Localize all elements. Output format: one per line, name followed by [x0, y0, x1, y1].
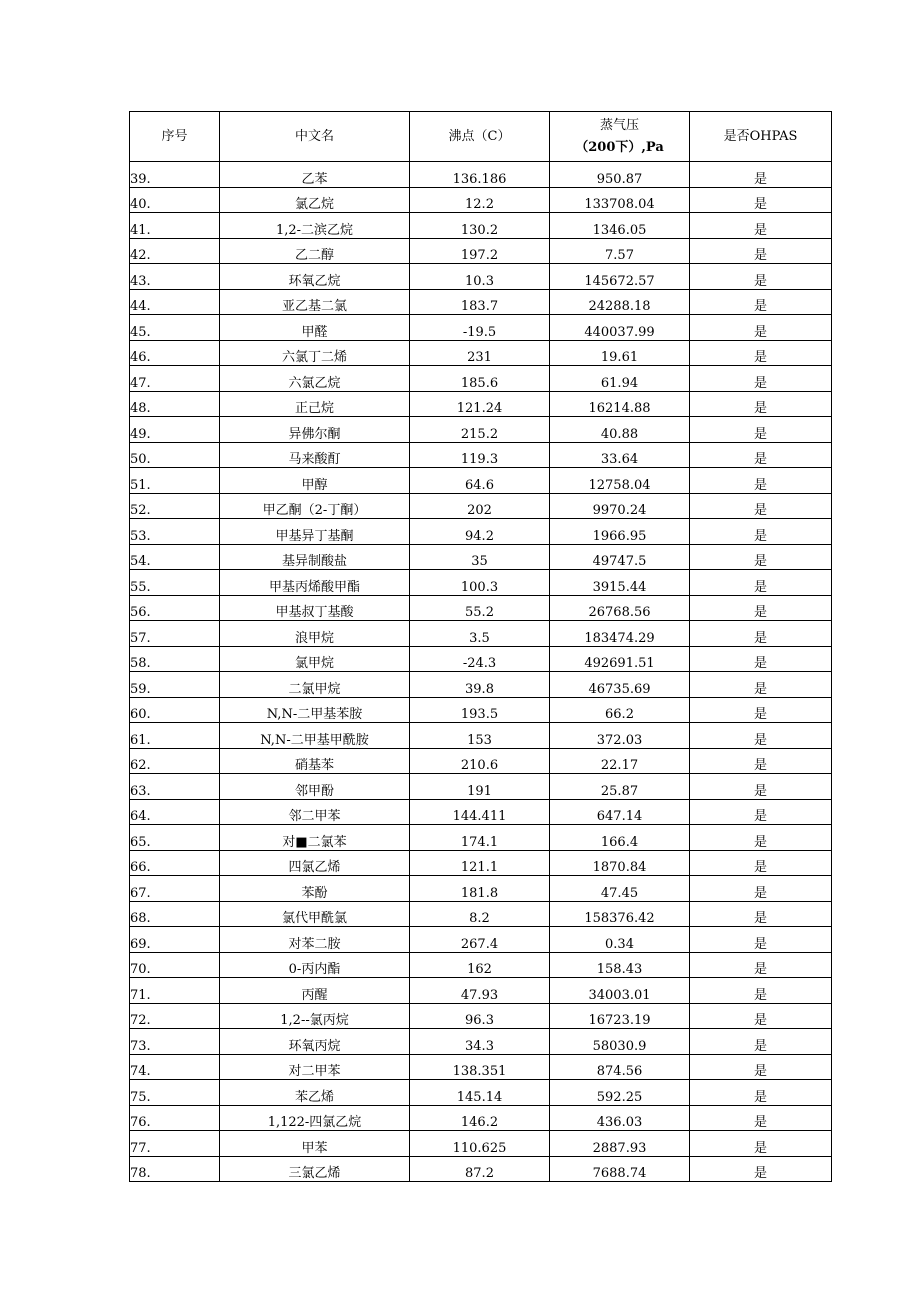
row-boiling-point: 130.2: [410, 213, 550, 239]
row-boiling-point: 39.8: [410, 672, 550, 698]
table-row: [130, 289, 832, 315]
row-ohpas-flag: 是: [690, 315, 832, 341]
table-row: [130, 213, 832, 239]
row-vapor-pressure: 61.94: [550, 366, 690, 392]
row-seq: 61.: [130, 723, 220, 749]
row-seq: 51.: [130, 468, 220, 494]
row-vapor-pressure: 592.25: [550, 1080, 690, 1106]
table-row: [130, 748, 832, 774]
row-boiling-point: 110.625: [410, 1131, 550, 1157]
row-ohpas-flag: 是: [690, 1105, 832, 1131]
row-ohpas-flag: 是: [690, 570, 832, 596]
row-ohpas-flag: 是: [690, 366, 832, 392]
row-ohpas-flag: 是: [690, 621, 832, 647]
row-seq: 68.: [130, 901, 220, 927]
header-seq: 序号: [130, 112, 220, 162]
row-seq: 77.: [130, 1131, 220, 1157]
row-vapor-pressure: 26768.56: [550, 595, 690, 621]
row-name: 对二甲苯: [220, 1054, 410, 1080]
row-seq: 60.: [130, 697, 220, 723]
row-vapor-pressure: 436.03: [550, 1105, 690, 1131]
row-boiling-point: 119.3: [410, 442, 550, 468]
row-seq: 56.: [130, 595, 220, 621]
chemical-properties-table: [129, 111, 832, 1182]
header-boiling-point: 沸点（C）: [410, 112, 550, 162]
row-seq: 46.: [130, 340, 220, 366]
row-name: 1,2-二滨乙烷: [220, 213, 410, 239]
row-boiling-point: 202: [410, 493, 550, 519]
row-seq: 45.: [130, 315, 220, 341]
row-seq: 76.: [130, 1105, 220, 1131]
row-boiling-point: 12.2: [410, 187, 550, 213]
row-boiling-point: -19.5: [410, 315, 550, 341]
row-seq: 73.: [130, 1029, 220, 1055]
row-vapor-pressure: 158376.42: [550, 901, 690, 927]
row-name: 环氧乙烷: [220, 264, 410, 290]
row-ohpas-flag: 是: [690, 1003, 832, 1029]
header-name: 中文名: [220, 112, 410, 162]
table-row: [130, 672, 832, 698]
row-name: 二氯甲烷: [220, 672, 410, 698]
row-name: 甲醛: [220, 315, 410, 341]
row-boiling-point: 181.8: [410, 876, 550, 902]
table-row: [130, 570, 832, 596]
row-seq: 63.: [130, 774, 220, 800]
table-row: [130, 1080, 832, 1106]
row-name: 正己烷: [220, 391, 410, 417]
row-vapor-pressure: 25.87: [550, 774, 690, 800]
table-row: [130, 187, 832, 213]
header-vapor-pressure-line1: 蒸气压: [599, 117, 639, 133]
row-name: 甲苯: [220, 1131, 410, 1157]
row-ohpas-flag: 是: [690, 187, 832, 213]
row-ohpas-flag: 是: [690, 748, 832, 774]
row-name: 甲基异丁基酮: [220, 519, 410, 545]
row-seq: 59.: [130, 672, 220, 698]
row-ohpas-flag: 是: [690, 952, 832, 978]
row-ohpas-flag: 是: [690, 646, 832, 672]
row-seq: 41.: [130, 213, 220, 239]
row-vapor-pressure: 46735.69: [550, 672, 690, 698]
row-ohpas-flag: 是: [690, 595, 832, 621]
table-row: [130, 927, 832, 953]
table-row: [130, 417, 832, 443]
row-name: 六氯乙烷: [220, 366, 410, 392]
row-ohpas-flag: 是: [690, 1131, 832, 1157]
row-ohpas-flag: 是: [690, 876, 832, 902]
row-name: 1,2--氯丙烷: [220, 1003, 410, 1029]
row-vapor-pressure: 950.87: [550, 162, 690, 188]
table-row: [130, 697, 832, 723]
row-vapor-pressure: 133708.04: [550, 187, 690, 213]
row-vapor-pressure: 19.61: [550, 340, 690, 366]
row-boiling-point: 174.1: [410, 825, 550, 851]
row-ohpas-flag: 是: [690, 1080, 832, 1106]
row-seq: 71.: [130, 978, 220, 1004]
row-name: 六氯丁二烯: [220, 340, 410, 366]
table-row: [130, 366, 832, 392]
row-boiling-point: 185.6: [410, 366, 550, 392]
row-seq: 57.: [130, 621, 220, 647]
row-name: 硝基苯: [220, 748, 410, 774]
row-boiling-point: 153: [410, 723, 550, 749]
row-name: 马来酸酊: [220, 442, 410, 468]
row-seq: 65.: [130, 825, 220, 851]
row-boiling-point: 162: [410, 952, 550, 978]
row-seq: 53.: [130, 519, 220, 545]
row-name: 乙二醇: [220, 238, 410, 264]
row-ohpas-flag: 是: [690, 442, 832, 468]
table-row: [130, 391, 832, 417]
table-row: [130, 162, 832, 188]
row-boiling-point: 210.6: [410, 748, 550, 774]
row-vapor-pressure: 1346.05: [550, 213, 690, 239]
row-name: 氯代甲酰氯: [220, 901, 410, 927]
row-name: 苯乙烯: [220, 1080, 410, 1106]
row-seq: 48.: [130, 391, 220, 417]
row-boiling-point: 64.6: [410, 468, 550, 494]
row-boiling-point: 267.4: [410, 927, 550, 953]
header-ohpas: 是否OHPAS: [690, 112, 832, 162]
row-seq: 58.: [130, 646, 220, 672]
row-name: 甲基丙烯酸甲酯: [220, 570, 410, 596]
row-vapor-pressure: 0.34: [550, 927, 690, 953]
row-seq: 54.: [130, 544, 220, 570]
table-row: [130, 315, 832, 341]
row-boiling-point: 10.3: [410, 264, 550, 290]
row-seq: 74.: [130, 1054, 220, 1080]
row-boiling-point: 215.2: [410, 417, 550, 443]
row-vapor-pressure: 647.14: [550, 799, 690, 825]
row-name: 环氧丙烷: [220, 1029, 410, 1055]
row-vapor-pressure: 372.03: [550, 723, 690, 749]
row-vapor-pressure: 66.2: [550, 697, 690, 723]
row-vapor-pressure: 47.45: [550, 876, 690, 902]
row-ohpas-flag: 是: [690, 468, 832, 494]
row-seq: 66.: [130, 850, 220, 876]
row-name: 邻甲酚: [220, 774, 410, 800]
row-ohpas-flag: 是: [690, 901, 832, 927]
row-ohpas-flag: 是: [690, 519, 832, 545]
row-name: 对苯二胺: [220, 927, 410, 953]
row-ohpas-flag: 是: [690, 162, 832, 188]
row-vapor-pressure: 1870.84: [550, 850, 690, 876]
row-seq: 50.: [130, 442, 220, 468]
row-boiling-point: 193.5: [410, 697, 550, 723]
row-vapor-pressure: 492691.51: [550, 646, 690, 672]
table-row: [130, 238, 832, 264]
row-boiling-point: 183.7: [410, 289, 550, 315]
table-row: [130, 723, 832, 749]
row-name: N,N-二甲基甲酰胺: [220, 723, 410, 749]
row-ohpas-flag: 是: [690, 672, 832, 698]
row-ohpas-flag: 是: [690, 417, 832, 443]
row-seq: 42.: [130, 238, 220, 264]
row-vapor-pressure: 158.43: [550, 952, 690, 978]
table-row: [130, 978, 832, 1004]
row-ohpas-flag: 是: [690, 723, 832, 749]
row-name: 乙苯: [220, 162, 410, 188]
row-vapor-pressure: 7.57: [550, 238, 690, 264]
table-row: [130, 1003, 832, 1029]
table-row: [130, 595, 832, 621]
row-name: 甲基叔丁基酸: [220, 595, 410, 621]
table-row: [130, 468, 832, 494]
row-seq: 39.: [130, 162, 220, 188]
row-ohpas-flag: 是: [690, 1029, 832, 1055]
row-vapor-pressure: 33.64: [550, 442, 690, 468]
row-ohpas-flag: 是: [690, 825, 832, 851]
row-seq: 69.: [130, 927, 220, 953]
table-row: [130, 1131, 832, 1157]
header-vapor-pressure-line2: （200下）,Pa: [575, 139, 664, 155]
row-seq: 75.: [130, 1080, 220, 1106]
row-name: 1,122-四氯乙烷: [220, 1105, 410, 1131]
row-name: 甲醇: [220, 468, 410, 494]
table-row: [130, 799, 832, 825]
row-seq: 64.: [130, 799, 220, 825]
row-vapor-pressure: 16723.19: [550, 1003, 690, 1029]
row-name: N,N-二甲基苯胺: [220, 697, 410, 723]
table-row: [130, 901, 832, 927]
row-vapor-pressure: 7688.74: [550, 1156, 690, 1182]
row-ohpas-flag: 是: [690, 799, 832, 825]
row-name: 氯乙烷: [220, 187, 410, 213]
row-vapor-pressure: 9970.24: [550, 493, 690, 519]
table-row: [130, 1029, 832, 1055]
table-row: [130, 1105, 832, 1131]
row-name: 三氯乙烯: [220, 1156, 410, 1182]
row-seq: 47.: [130, 366, 220, 392]
row-ohpas-flag: 是: [690, 978, 832, 1004]
row-boiling-point: 87.2: [410, 1156, 550, 1182]
row-name: 邻二甲苯: [220, 799, 410, 825]
row-boiling-point: 144.411: [410, 799, 550, 825]
row-vapor-pressure: 145672.57: [550, 264, 690, 290]
row-ohpas-flag: 是: [690, 340, 832, 366]
row-ohpas-flag: 是: [690, 213, 832, 239]
table-row: [130, 264, 832, 290]
row-seq: 70.: [130, 952, 220, 978]
row-boiling-point: 8.2: [410, 901, 550, 927]
row-name: 异佛尔酮: [220, 417, 410, 443]
row-name: 四氯乙烯: [220, 850, 410, 876]
row-vapor-pressure: 24288.18: [550, 289, 690, 315]
row-seq: 43.: [130, 264, 220, 290]
row-seq: 72.: [130, 1003, 220, 1029]
row-ohpas-flag: 是: [690, 927, 832, 953]
table-row: [130, 646, 832, 672]
row-vapor-pressure: 58030.9: [550, 1029, 690, 1055]
table-row: [130, 1156, 832, 1182]
table-row: [130, 1054, 832, 1080]
row-name: 亚乙基二氯: [220, 289, 410, 315]
row-boiling-point: 34.3: [410, 1029, 550, 1055]
row-vapor-pressure: 2887.93: [550, 1131, 690, 1157]
row-vapor-pressure: 22.17: [550, 748, 690, 774]
row-boiling-point: 191: [410, 774, 550, 800]
table-row: [130, 952, 832, 978]
row-seq: 40.: [130, 187, 220, 213]
row-ohpas-flag: 是: [690, 774, 832, 800]
row-boiling-point: 197.2: [410, 238, 550, 264]
row-ohpas-flag: 是: [690, 493, 832, 519]
row-vapor-pressure: 183474.29: [550, 621, 690, 647]
row-seq: 78.: [130, 1156, 220, 1182]
row-ohpas-flag: 是: [690, 238, 832, 264]
row-vapor-pressure: 874.56: [550, 1054, 690, 1080]
row-seq: 67.: [130, 876, 220, 902]
row-boiling-point: 146.2: [410, 1105, 550, 1131]
table-row: [130, 519, 832, 545]
table-row: [130, 825, 832, 851]
row-seq: 44.: [130, 289, 220, 315]
row-vapor-pressure: 3915.44: [550, 570, 690, 596]
row-name: 氯甲烷: [220, 646, 410, 672]
row-ohpas-flag: 是: [690, 1054, 832, 1080]
row-vapor-pressure: 1966.95: [550, 519, 690, 545]
row-vapor-pressure: 34003.01: [550, 978, 690, 1004]
row-vapor-pressure: 49747.5: [550, 544, 690, 570]
row-vapor-pressure: 16214.88: [550, 391, 690, 417]
row-seq: 52.: [130, 493, 220, 519]
row-boiling-point: 138.351: [410, 1054, 550, 1080]
header-vapor-pressure: [550, 112, 690, 162]
row-boiling-point: 231: [410, 340, 550, 366]
row-ohpas-flag: 是: [690, 850, 832, 876]
row-boiling-point: 96.3: [410, 1003, 550, 1029]
row-name: 浪甲烷: [220, 621, 410, 647]
row-name: 对■二氯苯: [220, 825, 410, 851]
row-ohpas-flag: 是: [690, 1156, 832, 1182]
row-name: 丙醒: [220, 978, 410, 1004]
row-ohpas-flag: 是: [690, 391, 832, 417]
row-boiling-point: 35: [410, 544, 550, 570]
row-boiling-point: 121.1: [410, 850, 550, 876]
row-vapor-pressure: 40.88: [550, 417, 690, 443]
row-boiling-point: 100.3: [410, 570, 550, 596]
row-boiling-point: 121.24: [410, 391, 550, 417]
table-row: [130, 876, 832, 902]
table-row: [130, 493, 832, 519]
row-vapor-pressure: 12758.04: [550, 468, 690, 494]
row-ohpas-flag: 是: [690, 697, 832, 723]
row-name: 苯酚: [220, 876, 410, 902]
row-seq: 55.: [130, 570, 220, 596]
row-boiling-point: 47.93: [410, 978, 550, 1004]
table-row: [130, 442, 832, 468]
table-row: [130, 340, 832, 366]
table-row: [130, 544, 832, 570]
table-row: [130, 850, 832, 876]
row-name: 0-丙内酯: [220, 952, 410, 978]
row-vapor-pressure: 166.4: [550, 825, 690, 851]
table-row: [130, 621, 832, 647]
row-boiling-point: -24.3: [410, 646, 550, 672]
row-boiling-point: 3.5: [410, 621, 550, 647]
row-boiling-point: 55.2: [410, 595, 550, 621]
table-body: [130, 162, 832, 1182]
table-row: [130, 774, 832, 800]
row-name: 甲乙酮（2-丁酮）: [220, 493, 410, 519]
row-boiling-point: 145.14: [410, 1080, 550, 1106]
row-ohpas-flag: 是: [690, 264, 832, 290]
row-seq: 49.: [130, 417, 220, 443]
row-ohpas-flag: 是: [690, 289, 832, 315]
row-boiling-point: 94.2: [410, 519, 550, 545]
row-boiling-point: 136.186: [410, 162, 550, 188]
table-header: [130, 112, 832, 162]
header-row: [130, 112, 832, 162]
row-seq: 62.: [130, 748, 220, 774]
row-ohpas-flag: 是: [690, 544, 832, 570]
row-name: 基异制酸盐: [220, 544, 410, 570]
row-vapor-pressure: 440037.99: [550, 315, 690, 341]
